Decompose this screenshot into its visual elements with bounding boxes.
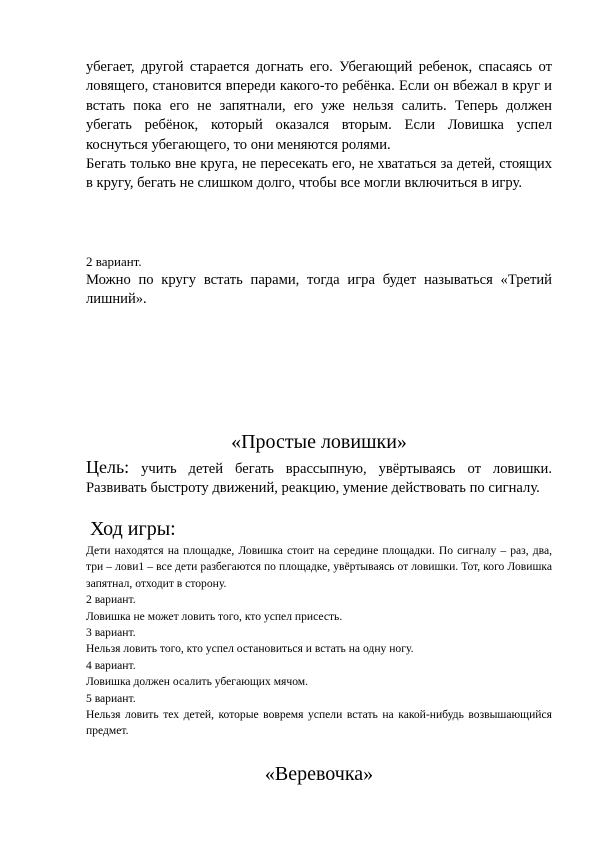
top-section bbox=[86, 58, 552, 194]
variant-2-section bbox=[86, 252, 552, 310]
game-title-simple-catchers: «Простые ловишки» bbox=[231, 431, 407, 453]
variant-text: Можно по кругу встать парами, тогда игра будет называться «Третий лишний». bbox=[86, 272, 552, 308]
variant-text: Нельзя ловить тех детей, которые вовремя успели встать на какой-нибудь возвышающийся предмет. bbox=[86, 708, 552, 738]
variant-label: 4 вариант. bbox=[86, 658, 136, 672]
variant-text: Ловишка должен осалить убегающих мячом. bbox=[86, 675, 309, 689]
game-description: Дети находятся на площадке, Ловишка стоит на середине площадки. По сигналу – раз, два, три – лови1 – все дети разбегаются по площадке, увёртываясь от ловишки. Тот, кого Ловишка запятнал, отходит в сторону. bbox=[86, 544, 552, 590]
game-rules-paragraph: убегает, другой старается догнать его. Убегающий ребенок, спасаясь от ловящего, становится впереди какого-то ребёнка. Если он вбежал в круг и встать пока его не запятнали, его уже нельзя салить. Теперь должен убегать ребёнок, который оказался вторым. Если Ловишка успел коснуться убегающего, то они меняются ролями. bbox=[86, 59, 552, 153]
goal-paragraph bbox=[86, 458, 552, 499]
variant-label: 2 вариант. bbox=[86, 593, 136, 607]
variant-label: 3 вариант. bbox=[86, 626, 136, 640]
variant-text: Нельзя ловить того, кто успел остановиться и встать на одну ногу. bbox=[86, 642, 414, 656]
moves-label: Ход игры: bbox=[90, 518, 176, 540]
game-title-rope: «Веревочка» bbox=[264, 763, 374, 785]
goal-label: Цель: bbox=[86, 457, 130, 477]
variant-text: Ловишка не может ловить того, кто успел присесть. bbox=[86, 609, 343, 623]
goal-text: учить детей бегать врассыпную, увёртываясь от ловишки. Развивать быстроту движений, реакцию, умение действовать по сигналу. bbox=[86, 461, 552, 497]
moves-section bbox=[86, 543, 552, 740]
variant-label: 5 вариант. bbox=[86, 691, 136, 705]
variant-label: 2 вариант. bbox=[86, 254, 142, 269]
goal-section bbox=[86, 458, 552, 499]
running-rules-paragraph: Бегать только вне круга, не пересекать его, не хвататься за детей, стоящих в кругу, бегать не слишком долго, чтобы все могли включиться в игру. bbox=[86, 156, 552, 192]
